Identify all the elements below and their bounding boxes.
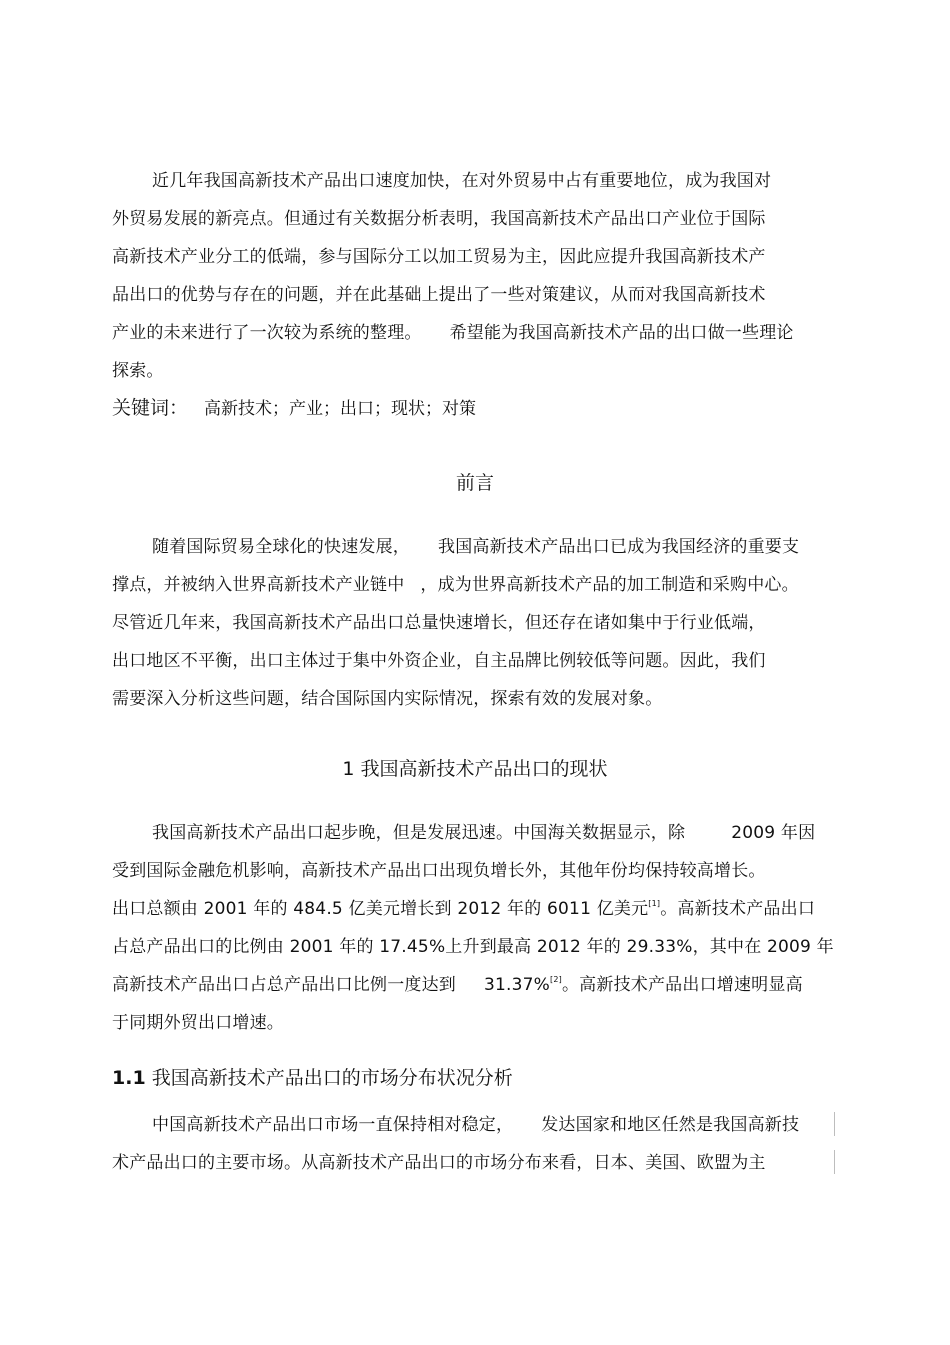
margin-mark [834, 1112, 835, 1136]
subsection-1-1-title [112, 1063, 513, 1090]
abstract-text: 希望能为我国高新技术产品的出口做一些理论 [449, 323, 794, 343]
section-1-text: 31.37% [484, 975, 551, 995]
abstract-text: 产业的未来进行了一次较为系统的整理。 [112, 323, 422, 343]
section-1-paragraph [112, 814, 852, 1042]
abstract-line: 外贸易发展的新亮点。但通过有关数据分析表明，我国高新技术产品出口产业位于国际 [112, 209, 766, 229]
subsection-1-1-paragraph [112, 1106, 852, 1182]
preface-text: ，成为世界高新技术产品的加工制造和采购中心。 [420, 575, 799, 595]
abstract-line: 品出口的优势与存在的问题，并在此基础上提出了一些对策建议，从而对我国高新技术 [112, 285, 766, 305]
citation-2: [2] [550, 975, 562, 984]
section-1-text: 。高新技术产品出口增速明显高 [561, 975, 803, 995]
section-1-text: 2009 年因 [731, 823, 816, 843]
section-1-text: 。高新技术产品出口 [660, 899, 816, 919]
subsection-1-1-text: 中国高新技术产品出口市场一直保持相对稳定， [152, 1115, 514, 1135]
section-1-text: 高新技术产品出口占总产品出口比例一度达到 [112, 975, 456, 995]
margin-mark [834, 1150, 835, 1174]
section-1-line: 占总产品出口的比例由 2001 年的 17.45%上升到最高 2012 年的 29.33%，其中在 2009 年 [112, 937, 834, 957]
preface-text: 随着国际贸易全球化的快速发展， [152, 537, 410, 557]
keywords-label: 关键词： [112, 397, 189, 419]
section-1-line [112, 966, 852, 1004]
preface-title: 前言 [455, 472, 494, 494]
section-1-line: 受到国际金融危机影响，高新技术产品出口出现负增长外，其他年份均保持较高增长。 [112, 861, 766, 881]
section-1-title: 1 我国高新技术产品出口的现状 [342, 758, 608, 780]
abstract-line [112, 314, 852, 352]
preface-line: 出口地区不平衡，出口主体过于集中外资企业，自主品牌比例较低等问题。因此，我们 [112, 651, 766, 671]
preface-line: 尽管近几年来，我国高新技术产品出口总量快速增长，但还存在诸如集中于行业低端， [112, 613, 766, 633]
section-1-text: 出口总额由 2001 年的 484.5 亿美元增长到 2012 年的 6011 亿美元 [112, 899, 649, 919]
abstract-line: 近几年我国高新技术产品出口速度加快，在对外贸易中占有重要地位，成为我国对 [152, 171, 772, 191]
section-1-line [112, 890, 852, 928]
preface-line [112, 528, 852, 566]
section-1-text: 我国高新技术产品出口起步晚，但是发展迅速。中国海关数据显示，除 [152, 823, 686, 843]
section-1-line [112, 814, 852, 852]
abstract-line: 探索。 [112, 361, 164, 381]
subsection-1-1-text: 发达国家和地区任然是我国高新技 [541, 1115, 800, 1135]
citation-1: [1] [648, 899, 661, 908]
preface-line [112, 566, 852, 604]
preface-line: 需要深入分析这些问题，结合国际国内实际情况，探索有效的发展对象。 [112, 689, 663, 709]
preface-paragraph [112, 528, 852, 718]
abstract-paragraph [112, 162, 852, 390]
subsection-1-1-line [112, 1106, 852, 1144]
subsection-1-1-line: 术产品出口的主要市场。从高新技术产品出口的市场分布来看，日本、美国、欧盟为主 [112, 1153, 766, 1173]
section-1-line: 于同期外贸出口增速。 [112, 1013, 284, 1033]
keywords [112, 391, 476, 425]
subsection-number: 1.1 [112, 1067, 146, 1089]
subsection-title-text: 我国高新技术产品出口的市场分布状况分析 [151, 1067, 513, 1089]
preface-text: 撑点，并被纳入世界高新技术产业链中 [112, 575, 405, 595]
keywords-value: 高新技术；产业；出口；现状；对策 [204, 399, 477, 419]
abstract-line: 高新技术产业分工的低端，参与国际分工以加工贸易为主，因此应提升我国高新技术产 [112, 247, 766, 267]
preface-text: 我国高新技术产品出口已成为我国经济的重要支 [438, 537, 800, 557]
